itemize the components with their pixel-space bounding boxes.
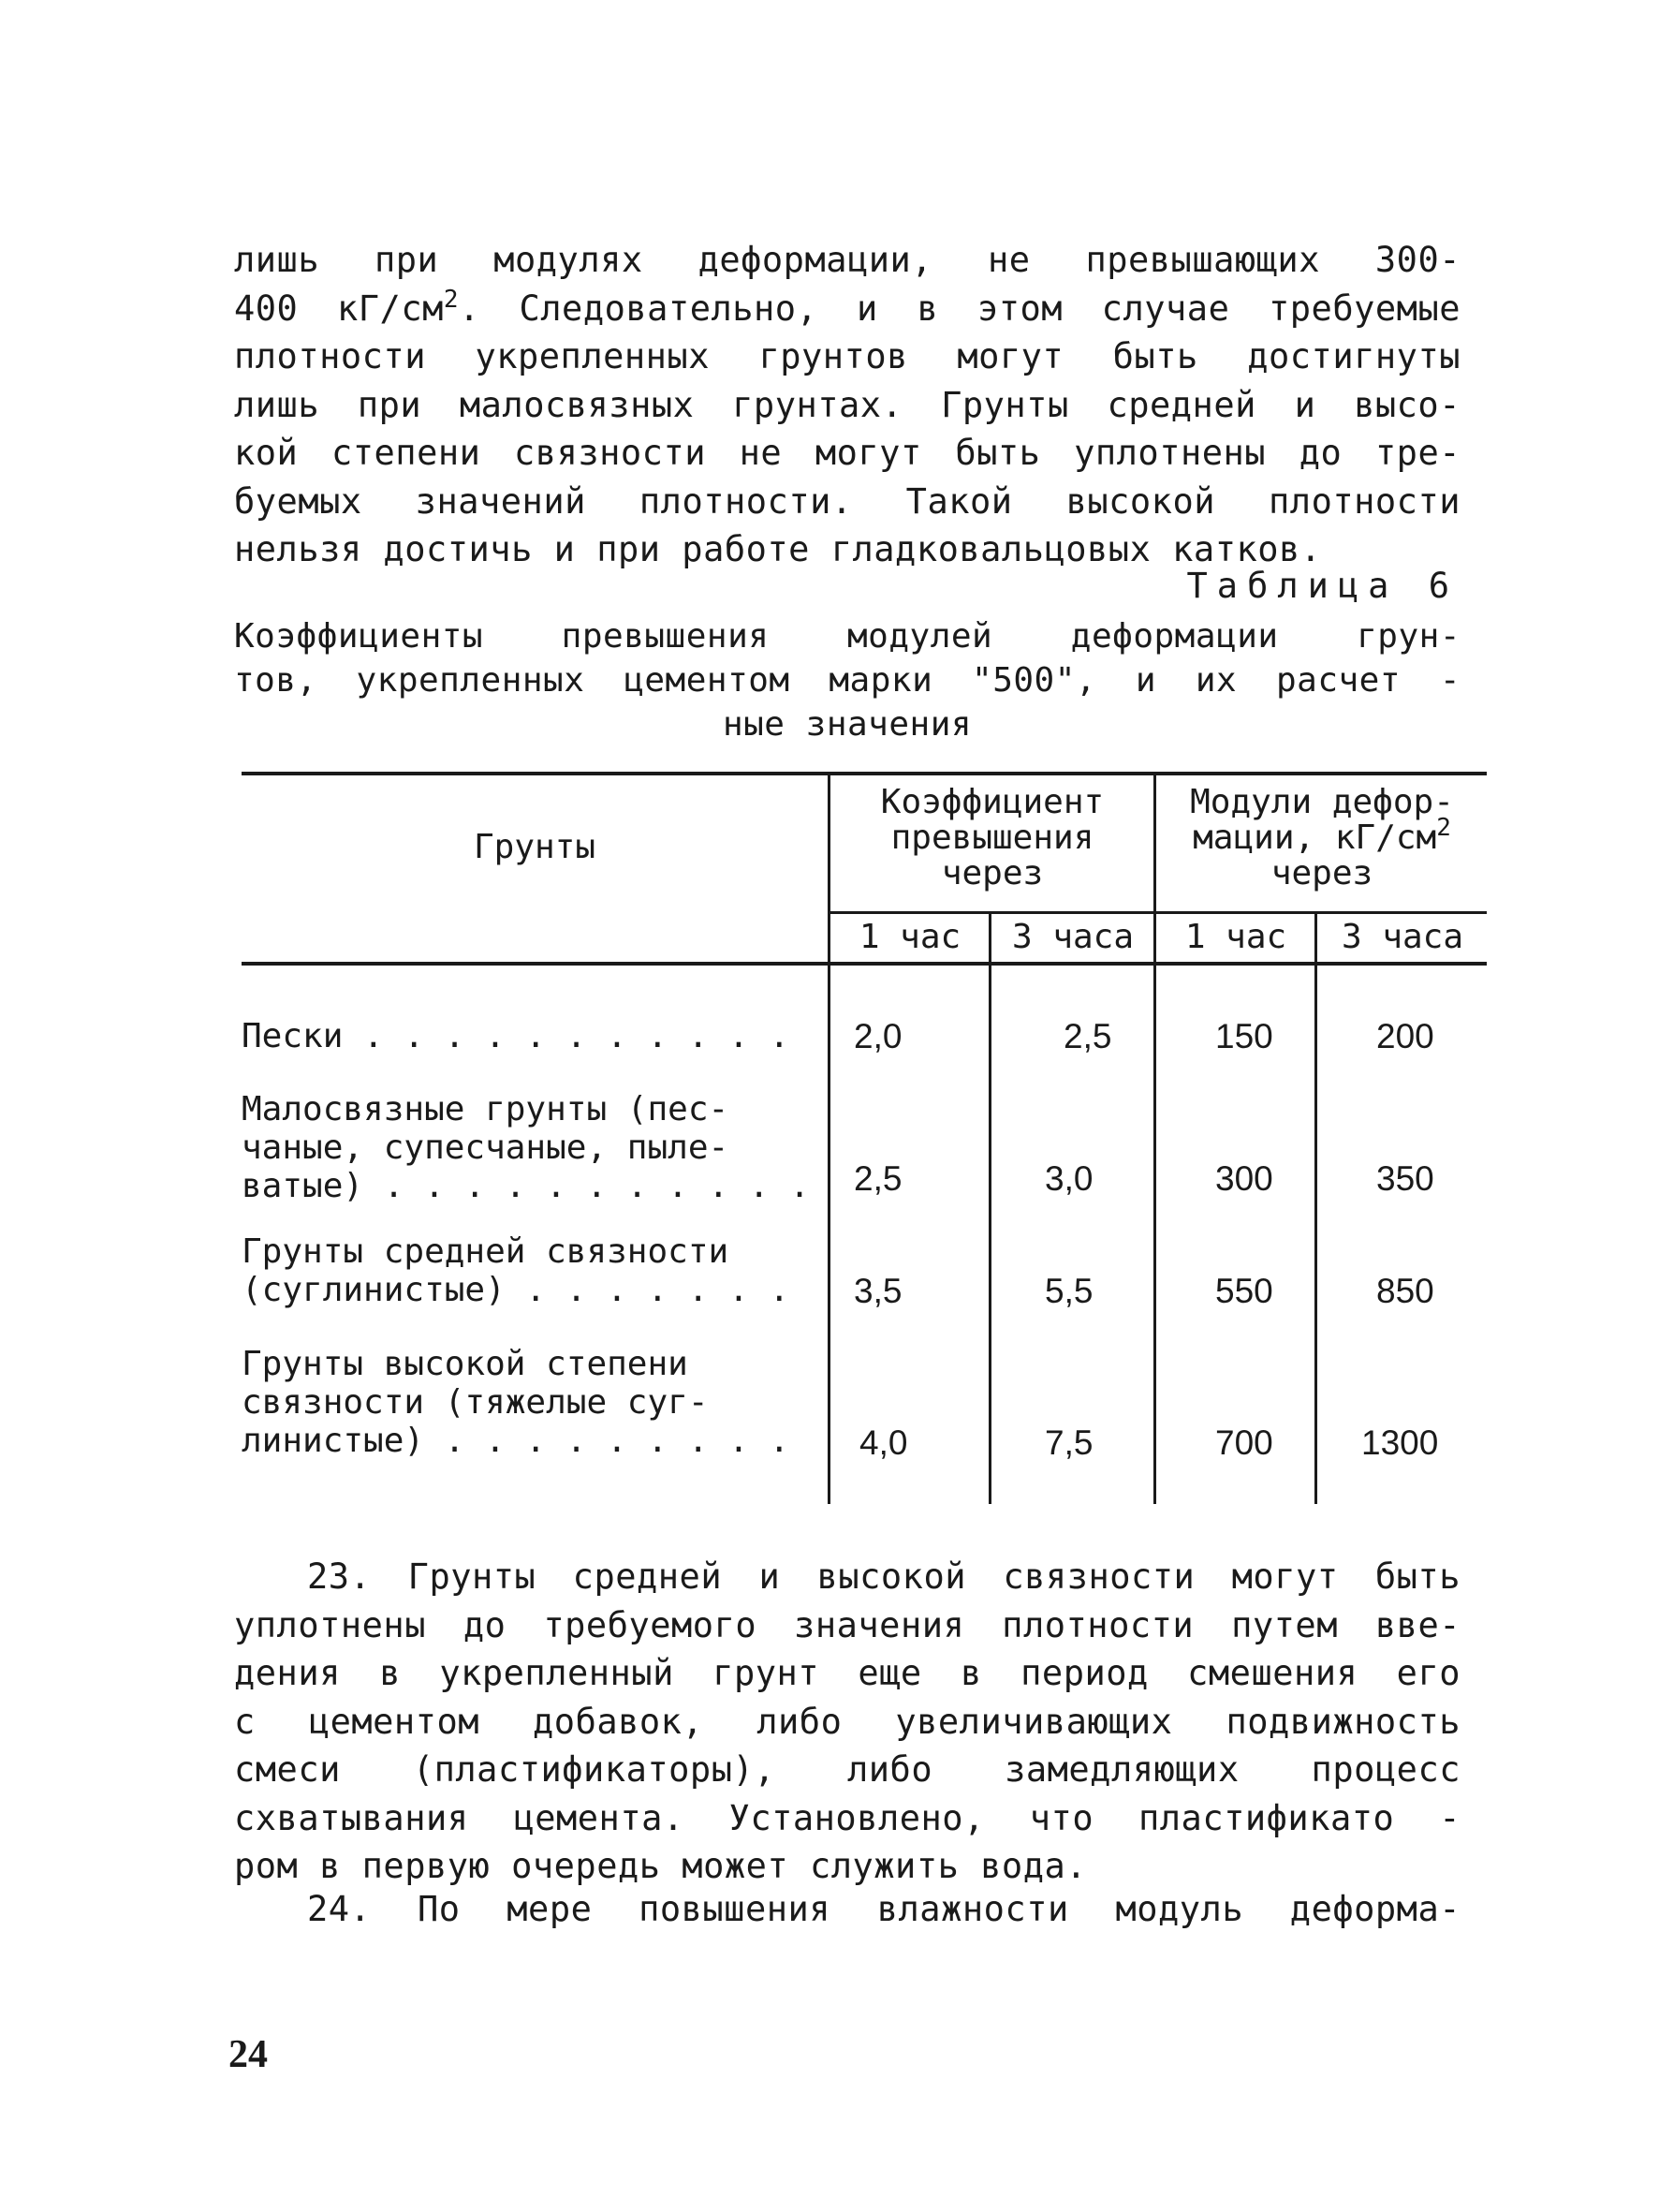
table-cell: 4,0 (859, 1423, 908, 1462)
text-line: ром в первую очередь может служить вода. (234, 1846, 1088, 1886)
header-soils: Грунты (473, 828, 596, 866)
paragraph-intro (234, 236, 1461, 574)
table-cell: 3,0 (1045, 1159, 1094, 1198)
text-line: плотности укрепленных грунтов могут быть достигнуты (234, 336, 1461, 376)
header-modules: Модули дефор- мации, $кГ/см^2$ через (1190, 783, 1454, 892)
page-number: 24 (228, 2033, 268, 2076)
table-row-label: Малосвязные грунты (пес- чаные, супесчаные, пыле- ватые) . . . . . . . . . . . (242, 1090, 810, 1205)
table-cell: 700 (1215, 1423, 1273, 1462)
table-cell: 7,5 (1045, 1423, 1094, 1462)
table-cell: 2,5 (854, 1159, 903, 1198)
text-line: схватывания цемента. Установлено, что пластификато - (234, 1797, 1461, 1838)
paragraph-23 (234, 1553, 1461, 1891)
table-cell: 150 (1215, 1017, 1273, 1055)
header-1h-coef: 1 час (859, 918, 962, 956)
table-cell: 200 (1376, 1017, 1434, 1055)
table-top-rule (242, 772, 1487, 775)
text-line: лишь при модулях деформации, не превышающих 300- (234, 240, 1461, 280)
text-line: лишь при малосвязных грунтах. Грунты средней и высо- (234, 384, 1461, 425)
data-table (242, 772, 1487, 1504)
header-3h-module: 3 часа (1341, 918, 1464, 956)
caption-line: тов, укрепленных цементом марки "500", и их расчет - (234, 661, 1461, 700)
text-line: 400 $кГ/см^2$. Следовательно, и в этом случае требуемые (234, 285, 1461, 329)
text-line: с цементом добавок, либо увеличивающих подвижность (234, 1701, 1461, 1742)
table-cell: 300 (1215, 1159, 1273, 1198)
text-line: 24. По мере повышения влажности модуль деформа- (307, 1889, 1461, 1929)
table-row-label: Грунты высокой степени связности (тяжелые суг- линистые) . . . . . . . . . (242, 1345, 790, 1460)
table-cell: 550 (1215, 1272, 1273, 1310)
text-line: смеси (пластификаторы), либо замедляющих процесс (234, 1749, 1461, 1790)
table-sub-rule (828, 911, 1487, 914)
text-line: кой степени связности не могут быть уплотнены до тре- (234, 433, 1461, 473)
paragraph-24 (234, 1885, 1461, 1934)
text-line: 23. Грунты средней и высокой связности могут быть (307, 1556, 1461, 1597)
table-col-rule (1153, 772, 1156, 1504)
table-label: Таблица 6 (1186, 566, 1459, 606)
table-header-rule (242, 962, 1487, 966)
caption-line: Коэффициенты превышения модулей деформации грун- (234, 617, 1461, 656)
header-3h-coef: 3 часа (1011, 918, 1135, 956)
header-1h-module: 1 час (1184, 918, 1287, 956)
table-row-label: Пески . . . . . . . . . . . (242, 1017, 790, 1055)
table-row-label: Грунты средней связности (суглинистые) . . . . . . . (242, 1232, 790, 1309)
table-caption (234, 614, 1461, 746)
table-col-rule (1314, 912, 1317, 1504)
caption-line: ные значения (722, 705, 973, 744)
header-coefficient: Коэффициент превышения через (880, 783, 1105, 892)
table-cell: 2,5 (1064, 1017, 1112, 1055)
text-line: нельзя достичь и при работе гладковальцовых катков. (234, 529, 1322, 569)
table-cell: 2,0 (854, 1017, 903, 1055)
text-line: уплотнены до требуемого значения плотности путем вве- (234, 1604, 1461, 1645)
table-cell: 5,5 (1045, 1272, 1094, 1310)
table-cell: 3,5 (854, 1272, 903, 1310)
table-cell: 1300 (1361, 1423, 1439, 1462)
text-line: дения в укрепленный грунт еще в период смешения его (234, 1653, 1461, 1693)
table-cell: 350 (1376, 1159, 1434, 1198)
table-cell: 850 (1376, 1272, 1434, 1310)
table-col-rule (989, 912, 991, 1504)
text-line: буемых значений плотности. Такой высокой плотности (234, 480, 1461, 522)
